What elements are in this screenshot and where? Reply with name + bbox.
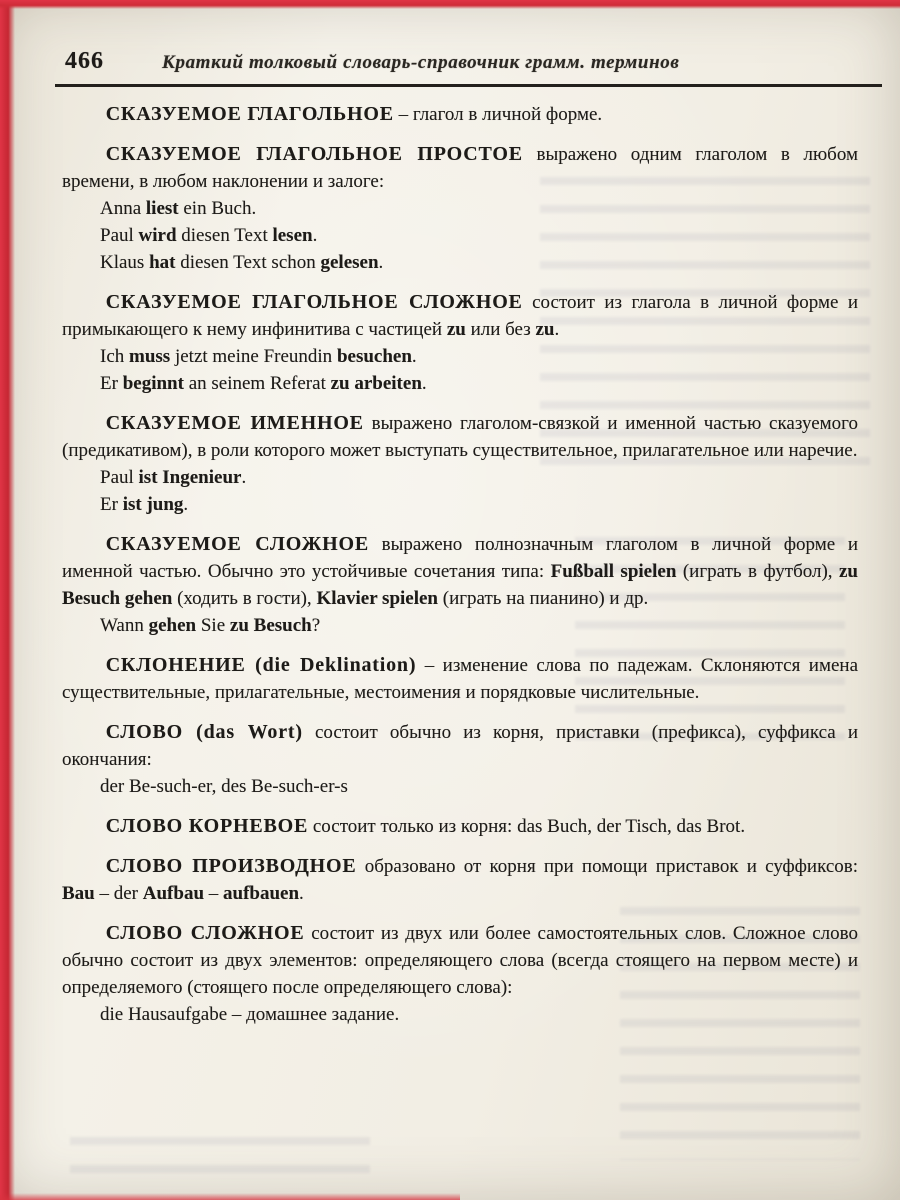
definition-paragraph	[62, 813, 858, 840]
text-run: выражено глаголом-связкой и именной частью сказуемого (предикативом), в роли которого может выступать существительное, прилагательное или наречие.	[62, 413, 858, 461]
text-run: Er	[100, 373, 123, 394]
text-run: .	[241, 467, 247, 488]
text-run: Klavier spielen	[316, 588, 438, 609]
text-run: Paul	[100, 467, 139, 488]
example-line	[100, 464, 858, 491]
text-run: состоит из двух или более самостоятельных слов. Сложное слово обычно состоит из двух элементов: определяющего слова (всегда стоящего на первом месте) и определяемого (стоящего после определяющего слова):	[62, 923, 858, 998]
scan-edge-top	[0, 0, 900, 9]
example-line	[100, 612, 858, 639]
dictionary-entry	[62, 920, 858, 1028]
example-line	[100, 195, 858, 222]
text-run: ist jung	[122, 494, 184, 515]
headword: СЛОВО КОРНЕВОЕ	[105, 815, 309, 837]
text-run: Anna	[100, 198, 146, 219]
text-run: .	[299, 883, 304, 904]
dictionary-entry	[62, 410, 858, 518]
text-run: zu arbeiten	[330, 373, 422, 394]
scan-edge-left	[0, 0, 15, 1200]
text-run: .	[183, 494, 189, 515]
text-run: .	[421, 373, 427, 394]
text-run: Ich	[100, 346, 130, 367]
definition-paragraph	[62, 719, 858, 773]
headword: СКАЗУЕМОЕ ГЛАГОЛЬНОЕ СЛОЖНОЕ	[105, 291, 523, 313]
text-run: Wann	[100, 615, 149, 636]
dictionary-entry	[62, 853, 858, 907]
headword: СКАЗУЕМОЕ ГЛАГОЛЬНОЕ	[105, 103, 394, 125]
scan-edge-bottom	[0, 1193, 460, 1200]
text-run: или без	[465, 319, 536, 340]
text-run: muss	[129, 346, 171, 367]
bleedthrough-text-area	[70, 1130, 370, 1180]
example-line	[100, 249, 858, 276]
text-run: состоит из глагола в личной форме и примыкающего к нему инфинитива с частицей	[62, 292, 858, 340]
text-run: – der	[94, 883, 143, 904]
text-run: aufbauen	[223, 883, 300, 904]
text-run: выражено одним глаголом в любом времени, в любом наклонении и залоге:	[62, 144, 858, 192]
text-run: (ходить в гости),	[172, 588, 317, 609]
text-run: diesen Text schon	[175, 252, 321, 273]
text-run: (играть в футбол),	[676, 561, 839, 582]
text-run: (играть на пианино) и др.	[438, 588, 649, 609]
entries	[62, 101, 858, 1028]
text-run: die Hausaufgabe – домашнее задание.	[100, 1004, 400, 1025]
text-run: ?	[311, 615, 321, 636]
text-run: .	[411, 346, 417, 367]
text-run: diesen Text	[176, 225, 273, 246]
page-number: 466	[65, 48, 104, 74]
definition-paragraph	[62, 853, 858, 907]
text-run: lesen	[272, 225, 313, 246]
dictionary-entry	[62, 289, 858, 397]
text-run: Aufbau	[142, 883, 205, 904]
text-run: gehen	[148, 615, 197, 636]
text-run: – изменение слова по падежам. Склоняются имена существительные, прилагательные, местоимения и порядковые числительные.	[62, 655, 858, 703]
text-run: besuchen	[336, 346, 412, 367]
text-run: beginnt	[122, 373, 184, 394]
text-run: zu	[535, 319, 555, 340]
text-run: –	[204, 883, 224, 904]
dictionary-entry	[62, 652, 858, 706]
text-run: – глагол в личной форме.	[393, 104, 603, 125]
text-run: gelesen	[320, 252, 379, 273]
text-run: ein Buch.	[178, 198, 257, 219]
definition-paragraph	[62, 289, 858, 343]
dictionary-entry	[62, 101, 858, 128]
text-run: образовано от корня при помощи приставок и суффиксов:	[356, 856, 859, 877]
definition-paragraph	[62, 920, 858, 1001]
page-header	[55, 0, 882, 87]
example-line	[100, 343, 858, 370]
example-line	[100, 222, 858, 249]
text-run: Er	[100, 494, 123, 515]
dictionary-entry	[62, 813, 858, 840]
text-run: hat	[149, 252, 176, 273]
example-line	[100, 1001, 858, 1028]
definition-paragraph	[62, 410, 858, 464]
text-run: Klaus	[100, 252, 150, 273]
headword: СЛОВО СЛОЖНОЕ	[105, 922, 305, 944]
example-line	[100, 773, 858, 800]
text-run: an seinem Referat	[183, 373, 331, 394]
text-run: der Be-such-er, des Be-such-er-s	[100, 776, 348, 797]
headword: СЛОВО (das Wort)	[105, 721, 303, 743]
text-run: .	[312, 225, 318, 246]
text-run: liest	[145, 198, 179, 219]
text-run: wird	[138, 225, 177, 246]
definition-paragraph	[62, 531, 858, 612]
dictionary-entry	[62, 719, 858, 800]
headword: СКЛОНЕНИЕ (die Deklination)	[105, 654, 417, 676]
example-line	[100, 491, 858, 518]
text-run: zu Besuch	[229, 615, 312, 636]
text-run: ist Ingenieur	[138, 467, 242, 488]
dictionary-entry	[62, 141, 858, 276]
text-run: Fußball spielen	[550, 561, 677, 582]
text-run: выражено полнозначным глаголом в личной форме и именной частью. Обычно это устойчивые сочетания типа:	[62, 534, 858, 582]
text-run: jetzt meine Freundin	[170, 346, 337, 367]
example-line	[100, 370, 858, 397]
text-run: Sie	[196, 615, 230, 636]
text-run: Paul	[100, 225, 139, 246]
text-run: состоит обычно из корня, приставки (префикса), суффикса и окончания:	[62, 722, 858, 770]
headword: СЛОВО ПРОИЗВОДНОЕ	[105, 855, 357, 877]
headword: СКАЗУЕМОЕ СЛОЖНОЕ	[105, 533, 370, 555]
headword: СКАЗУЕМОЕ ИМЕННОЕ	[105, 412, 364, 434]
dictionary-entry	[62, 531, 858, 639]
headword: СКАЗУЕМОЕ ГЛАГОЛЬНОЕ ПРОСТОЕ	[105, 143, 523, 165]
running-title: Краткий толковый словарь-справочник грамм. терминов	[162, 52, 680, 73]
text-run: zu Besuch gehen	[62, 561, 858, 609]
definition-paragraph	[62, 141, 858, 195]
text-run: Bau	[62, 883, 95, 904]
definition-paragraph	[62, 101, 858, 128]
text-run: состоит только из корня: das Buch, der Tisch, das Brot.	[308, 816, 746, 837]
definition-paragraph	[62, 652, 858, 706]
text-run: zu	[446, 319, 466, 340]
text-run: .	[554, 319, 560, 340]
text-run: .	[378, 252, 384, 273]
